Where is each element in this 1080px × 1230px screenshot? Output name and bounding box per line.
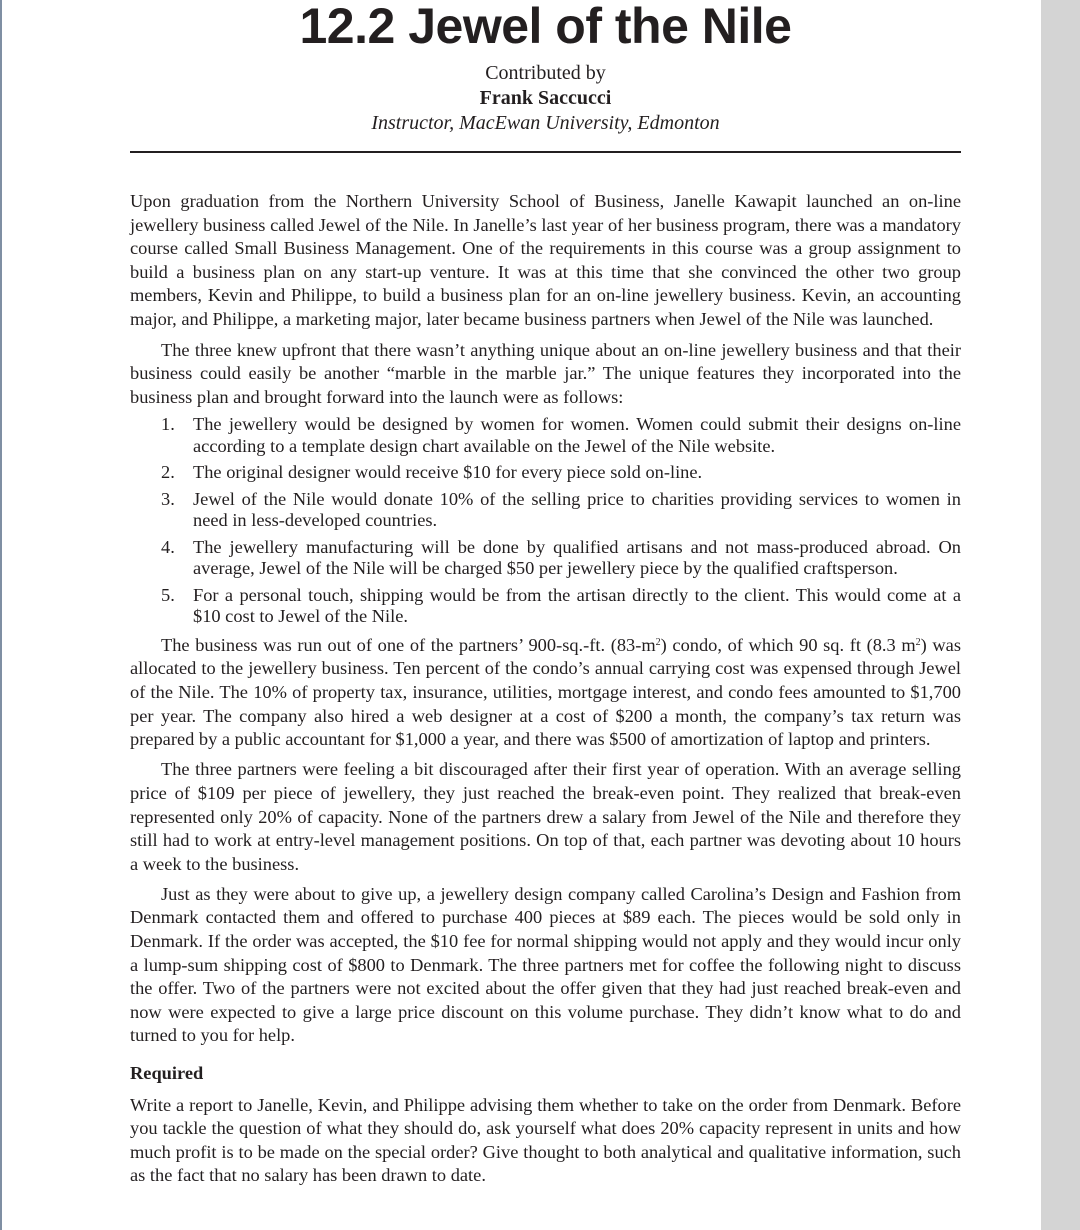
list-item — [130, 537, 961, 580]
text-run: The business was run out of one of the partners’ 900-sq.-ft. (83-m — [161, 634, 656, 655]
list-item-number: 5. — [161, 584, 175, 605]
list-item-number: 3. — [161, 488, 175, 509]
viewer-scroll-gutter[interactable] — [1041, 0, 1080, 1230]
text-run: ) was allocated to the jewellery business. Ten percent of the condo’s annual carrying cost was expensed through Jewel of the Nile. The 10% of property tax, insurance, utilities, mortgage interest, and condo fees amounted to $1,700 per year. The company also hired a web designer at a cost of $200 a month, the company’s tax return was prepared by a public accountant for $1,000 a year, and there was $500 of amortization of laptop and printers. — [130, 634, 961, 750]
list-item-number: 1. — [161, 414, 175, 435]
header-divider — [130, 151, 961, 153]
features-list — [130, 414, 961, 628]
list-item-text: The original designer would receive $10 for every piece sold on-line. — [193, 462, 703, 483]
author-name: Frank Saccucci — [479, 87, 612, 109]
list-item — [130, 489, 961, 532]
document-page — [130, 0, 961, 1194]
author-affiliation: Instructor, MacEwan University, Edmonton — [371, 112, 720, 134]
contributed-by-label: Contributed by — [485, 62, 606, 84]
text-run: ) condo, of which 90 sq. ft (8.3 m — [660, 634, 916, 655]
paragraph-unique-features: The three knew upfront that there wasn’t anything unique about an on-line jewellery business and that their business could easily be another “marble in the marble jar.” The unique features they incorporated into the business plan and brought forward into the launch were as follows: — [130, 339, 961, 407]
list-item-text: For a personal touch, shipping would be from the artisan directly to the client. This would come at a $10 cost to Jewel of the Nile. — [193, 584, 961, 627]
list-item — [130, 414, 961, 457]
list-item — [130, 462, 961, 484]
list-item-number: 4. — [161, 536, 175, 557]
list-item-text: Jewel of the Nile would donate 10% of the selling price to charities providing services to women in need in less-developed countries. — [193, 488, 961, 531]
case-title: 12.2 Jewel of the Nile — [299, 0, 792, 54]
viewer-left-border — [0, 0, 2, 1230]
case-body — [130, 190, 961, 1188]
list-item-text: The jewellery manufacturing will be done by qualified artisans and not mass-produced abroad. On average, Jewel of the Nile will be charged $50 per jewellery piece by the qualified craftsperson. — [193, 536, 961, 579]
required-heading: Required — [130, 1062, 204, 1083]
paragraph-intro: Upon graduation from the Northern University School of Business, Janelle Kawapit launched an on-line jewellery business called Jewel of the Nile. In Janelle’s last year of her business program, there was a mandatory course called Small Business Management. One of the requirements in this course was a group assignment to build a business plan on any start-up venture. It was at this time that she convinced the other two group members, Kevin and Philippe, to build a business plan for an on-line jewellery business. Kevin, an accounting major, and Philippe, a marketing major, later became business partners when Jewel of the Nile was launched. — [130, 191, 961, 329]
paragraph-condo-costs — [130, 634, 961, 752]
list-item-number: 2. — [161, 462, 175, 483]
list-item — [130, 585, 961, 628]
list-item-text: The jewellery would be designed by women for women. Women could submit their designs on-line according to a template design chart available on the Jewel of the Nile website. — [193, 414, 961, 456]
superscript: 2 — [915, 636, 921, 648]
paragraph-special-order: Just as they were about to give up, a jewellery design company called Carolina’s Design and Fashion from Denmark contacted them and offered to purchase 400 pieces at $89 each. The pieces would be sold only in Denmark. If the order was accepted, the $10 fee for normal shipping would not apply and they would incur only a lump-sum shipping cost of $800 to Denmark. The three partners met for coffee the following night to discuss the offer. Two of the partners were not excited about the offer given that they had just reached break-even and now were expected to give a large price discount on this volume purchase. They didn’t know what to do and turned to you for help. — [130, 883, 961, 1046]
required-text: Write a report to Janelle, Kevin, and Philippe advising them whether to take on the order from Denmark. Before you tackle the question of what they should do, ask yourself what does 20% capacity represent in units and how much profit is to be made on the special order? Give thought to both analytical and qualitative information, such as the fact that no salary has been drawn to date. — [130, 1094, 961, 1186]
paragraph-break-even: The three partners were feeling a bit discouraged after their first year of operation. With an average selling price of $109 per piece of jewellery, they just reached the break-even point. They realized that break-even represented only 20% of capacity. None of the partners drew a salary from Jewel of the Nile and therefore they still had to work at entry-level management positions. On top of that, each partner was devoting about 10 hours a week to the business. — [130, 759, 961, 874]
superscript: 2 — [655, 636, 661, 648]
